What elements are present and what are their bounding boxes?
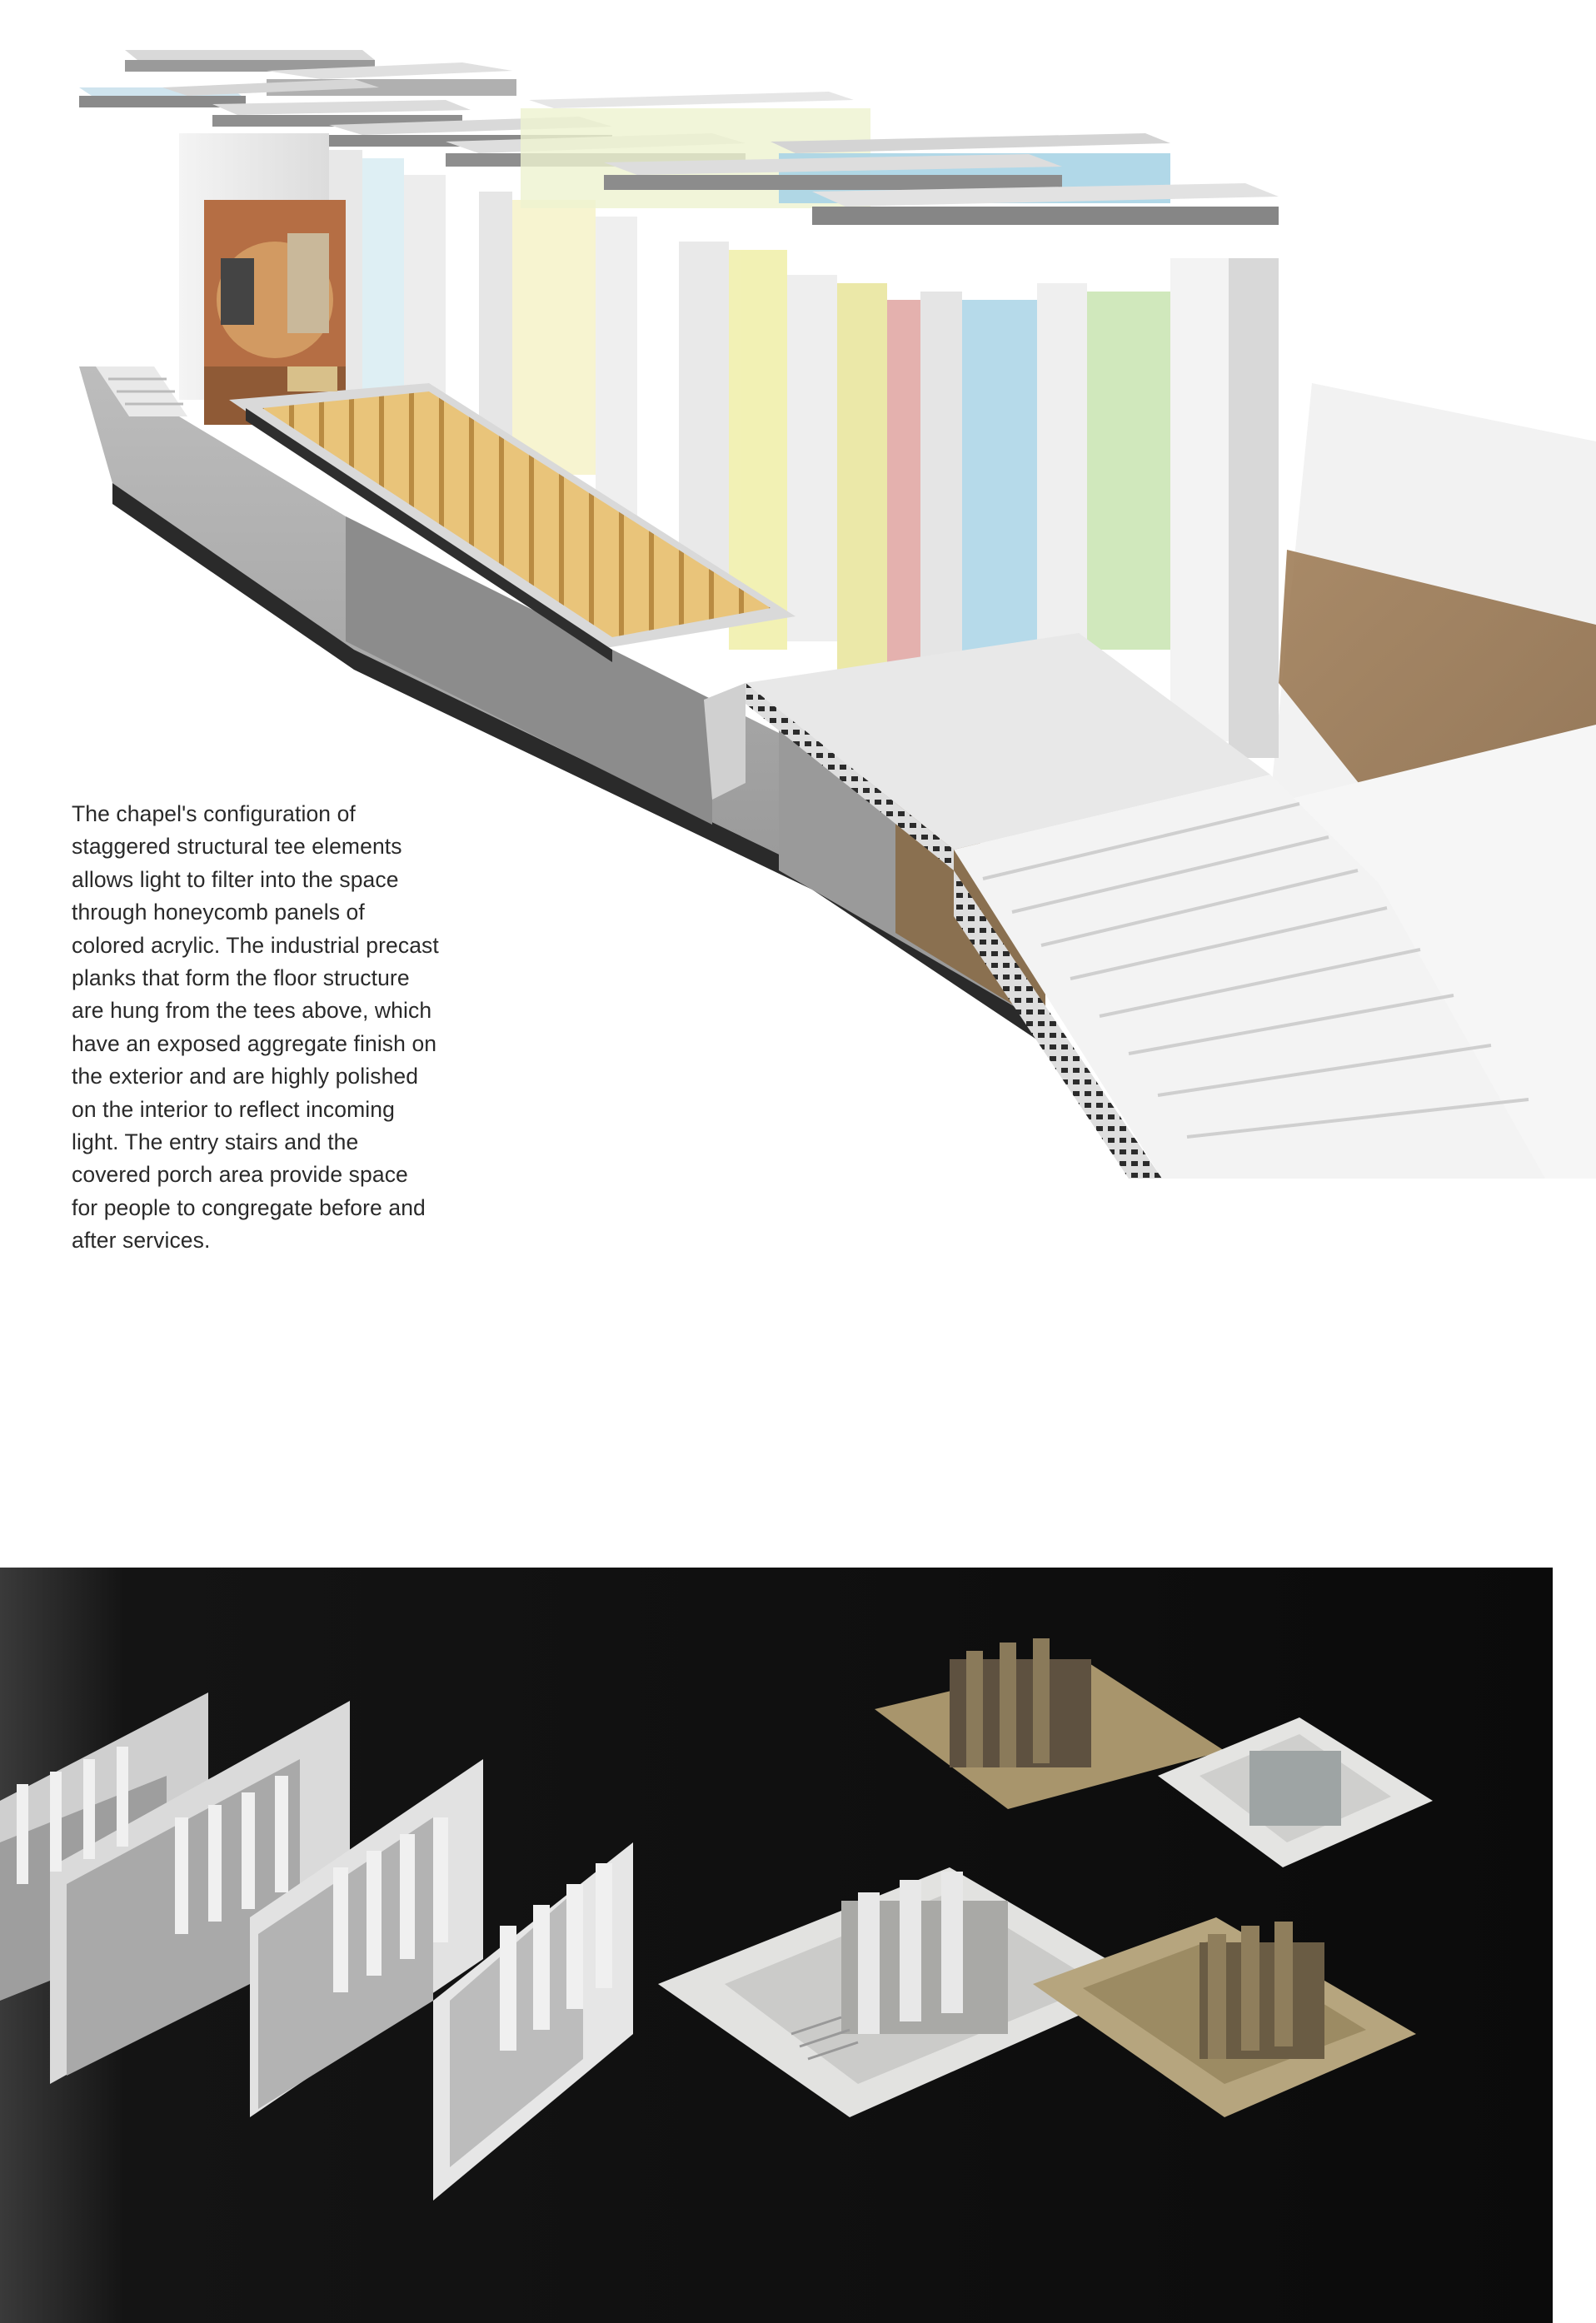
caption-line: after services. [72,1228,211,1254]
altar [287,366,337,391]
caption-line: have an exposed aggregate finish on [72,1030,437,1056]
caption-line: colored acrylic. The industrial precast [72,932,439,958]
caption-line: light. The entry stairs and the [72,1129,359,1155]
caption-line: allows light to filter into the space [72,866,399,892]
caption-line: covered porch area provide space [72,1162,408,1188]
caption-line: The chapel's configuration of [72,801,356,826]
study-models-photo [0,1568,1553,2323]
caption-line: are hung from the tees above, which [72,998,432,1024]
caption-line: the exterior and are highly polished [72,1064,419,1089]
caption-line: planks that form the floor structure [72,965,410,991]
caption-line: for people to congregate before and [72,1194,426,1220]
caption-line: through honeycomb panels of [72,900,365,925]
figure-caption [72,798,463,1258]
caption-line: staggered structural tee elements [72,834,402,860]
caption-line: on the interior to reflect incoming [72,1096,395,1122]
